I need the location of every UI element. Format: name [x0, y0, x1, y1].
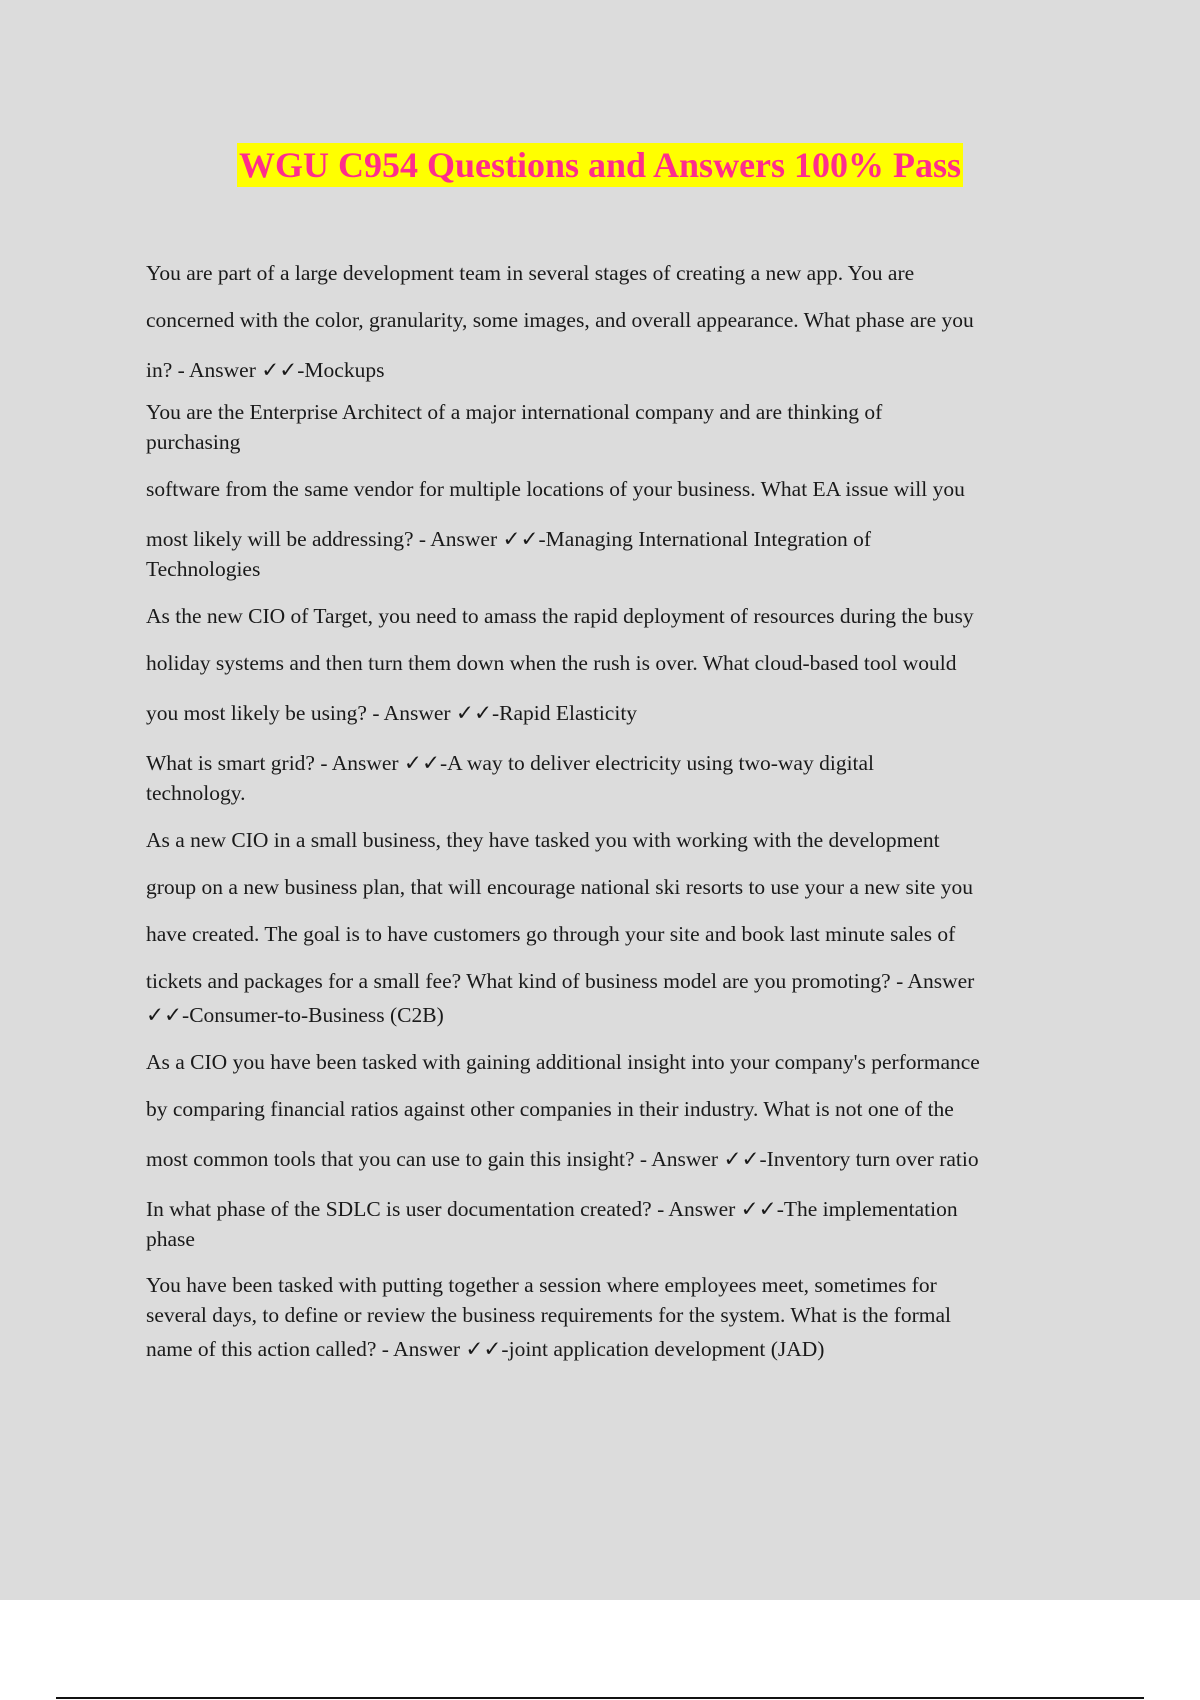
- text-line: As the new CIO of Target, you need to amass the rapid deployment of resources during the busy: [146, 604, 974, 628]
- text-line: concerned with the color, granularity, some images, and overall appearance. What phase are you: [146, 308, 974, 332]
- text-line: You are part of a large development team in several stages of creating a new app. You are: [146, 261, 915, 285]
- text-line: What is smart grid? - Answer ✓✓-A way to deliver electricity using two-way digital: [146, 751, 875, 775]
- text-line: phase: [146, 1227, 195, 1251]
- footer-divider: [56, 1697, 1144, 1699]
- text-line: technology.: [146, 781, 246, 805]
- text-line: As a new CIO in a small business, they have tasked you with working with the development: [146, 828, 940, 852]
- text-line: group on a new business plan, that will encourage national ski resorts to use your a new site you: [146, 875, 973, 899]
- document-body: [146, 258, 1090, 1364]
- text-line: tickets and packages for a small fee? What kind of business model are you promoting? - Answer: [146, 969, 975, 993]
- text-line: In what phase of the SDLC is user documentation created? - Answer ✓✓-The implementation: [146, 1197, 958, 1221]
- text-line: As a CIO you have been tasked with gaining additional insight into your company's performance: [146, 1050, 980, 1074]
- text-line: most common tools that you can use to gain this insight? - Answer ✓✓-Inventory turn over ratio: [146, 1147, 979, 1171]
- text-line: software from the same vendor for multiple locations of your business. What EA issue will you: [146, 477, 965, 501]
- text-line: You are the Enterprise Architect of a major international company and are thinking of: [146, 400, 883, 424]
- text-line: most likely will be addressing? - Answer ✓✓-Managing International Integration of: [146, 527, 872, 551]
- text-line: purchasing: [146, 430, 241, 454]
- text-line: by comparing financial ratios against other companies in their industry. What is not one of the: [146, 1097, 954, 1121]
- text-line: several days, to define or review the business requirements for the system. What is the formal: [146, 1303, 952, 1327]
- text-line: you most likely be using? - Answer ✓✓-Rapid Elasticity: [146, 701, 638, 725]
- text-line: have created. The goal is to have customers go through your site and book last minute sales of: [146, 922, 956, 946]
- text-line: Technologies: [146, 557, 261, 581]
- document-title: WGU C954 Questions and Answers 100% Pass: [238, 145, 962, 185]
- text-line: in? - Answer ✓✓-Mockups: [146, 358, 385, 382]
- text-line: ✓✓-Consumer-to-Business (C2B): [146, 1003, 444, 1027]
- text-line: holiday systems and then turn them down when the rush is over. What cloud-based tool would: [146, 651, 957, 675]
- text-line: name of this action called? - Answer ✓✓-joint application development (JAD): [146, 1337, 825, 1361]
- text-line: You have been tasked with putting together a session where employees meet, sometimes for: [146, 1273, 937, 1297]
- title-container: [0, 143, 1200, 187]
